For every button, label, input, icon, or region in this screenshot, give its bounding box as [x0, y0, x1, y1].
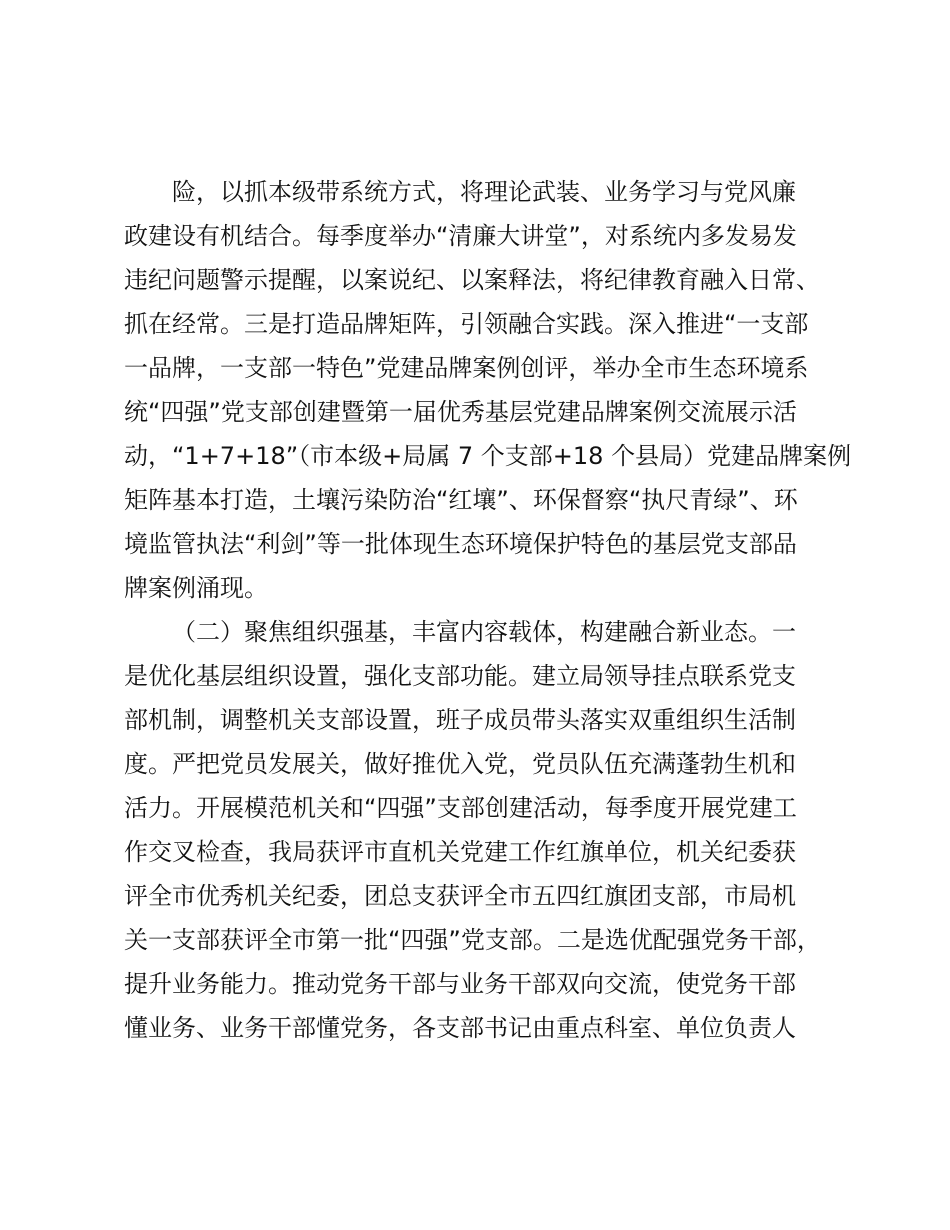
- body-text: [124, 170, 854, 1050]
- text-line: 作交叉检查，我局获评市直机关党建工作红旗单位，机关纪委获: [124, 838, 796, 866]
- text-line: 违纪问题警示提醒，以案说纪、以案释法，将纪律教育融入日常、: [124, 266, 820, 294]
- text-line: 牌案例涌现。: [124, 574, 268, 602]
- text-line: 境监管执法“利剑”等一批体现生态环境保护特色的基层党支部品: [124, 530, 797, 558]
- text-line: 关一支部获评全市第一批“四强”党支部。二是选优配强党务干部，: [124, 926, 821, 954]
- text-line: 矩阵基本打造，土壤污染防治“红壤”、环保督察“执尺青绿”、环: [124, 486, 798, 514]
- text-line: 活力。开展模范机关和“四强”支部创建活动，每季度开展党建工: [124, 794, 797, 822]
- text-line: 部机制，调整机关支部设置，班子成员带头落实双重组织生活制: [124, 706, 796, 734]
- text-line: 是优化基层组织设置，强化支部功能。建立局领导挂点联系党支: [124, 662, 796, 690]
- text-line: 一品牌，一支部一特色”党建品牌案例创评，举办全市生态环境系: [124, 354, 809, 382]
- text-line: 度。严把党员发展关，做好推优入党，党员队伍充满蓬勃生机和: [124, 750, 796, 778]
- text-line: 险，以抓本级带系统方式，将理论武装、业务学习与党风廉: [172, 178, 796, 206]
- text-line: 提升业务能力。推动党务干部与业务干部双向交流，使党务干部: [124, 970, 796, 998]
- text-line: 评全市优秀机关纪委，团总支获评全市五四红旗团支部，市局机: [124, 882, 796, 910]
- section-heading-line: （二）聚焦组织强基，丰富内容载体，构建融合新业态。一: [172, 618, 796, 646]
- text-line: 抓在经常。三是打造品牌矩阵，引领融合实践。深入推进“一支部: [124, 310, 809, 338]
- text-line: 动，“1+7+18”（市本级+局属 7 个支部+18 个县局）党建品牌案例: [124, 442, 852, 470]
- text-line: 懂业务、业务干部懂党务，各支部书记由重点科室、单位负责人: [124, 1014, 796, 1042]
- text-line: 统“四强”党支部创建暨第一届优秀基层党建品牌案例交流展示活: [124, 398, 797, 426]
- text-line: 政建设有机结合。每季度举办“清廉大讲堂”，对系统内多发易发: [124, 222, 797, 250]
